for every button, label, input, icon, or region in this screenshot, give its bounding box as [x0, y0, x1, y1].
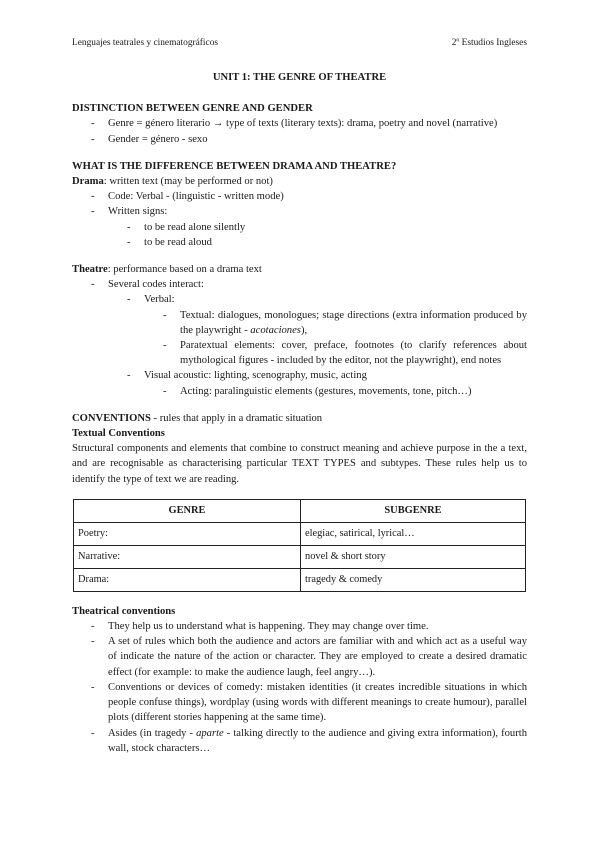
- conventions-heading: [72, 411, 527, 426]
- list-item: - Code: Verbal - (linguistic - written mode): [72, 189, 527, 204]
- list-item: - Conventions or devices of comedy: mistaken identities (it creates incredible situations in which people confuse things), wordplay (using words with different meanings to create humour), parallel plots (different stories happening at the same time).: [72, 680, 527, 726]
- list-item: - Genre = género literario → type of texts (literary texts): drama, poetry and novel (narrative): [72, 116, 527, 131]
- header-year: 2º Estudios Ingleses: [451, 38, 527, 48]
- drama-definition: [72, 174, 527, 189]
- textual-close: ),: [300, 324, 308, 336]
- drama-list: [72, 189, 527, 219]
- conventions-label: CONVENTIONS: [72, 412, 151, 424]
- textual-conventions-heading: Textual Conventions: [72, 428, 165, 440]
- table-header: GENRE: [74, 499, 301, 522]
- list-item: - They help us to understand what is happening. They may change over time.: [72, 619, 527, 634]
- asides-emphasis: aparte: [196, 727, 224, 739]
- codes-list: [72, 292, 527, 307]
- theatre-definition: [72, 262, 527, 277]
- header-course: Lenguajes teatrales y cinematográficos: [72, 38, 219, 48]
- theatrical-conventions-heading: Theatrical conventions: [72, 605, 176, 617]
- table-row: [74, 545, 526, 568]
- list-item: - Paratextual elements: cover, preface, footnotes (to clarify references about mythological figures - included by the editor, not the playwright), end notes: [72, 338, 527, 368]
- drama-label: Drama: [72, 176, 104, 188]
- list-item: - A set of rules which both the audience and actors are familiar with and which act as a useful way of indicate the nature of the action or character. They are employed to create a desired dramatic effect (for example: to make the audience laugh, feel angry…).: [72, 634, 527, 680]
- asides-text: Asides (in tragedy -: [108, 727, 197, 739]
- theatre-label: Theatre: [72, 264, 108, 276]
- textual-emphasis: acotaciones: [250, 324, 301, 336]
- table-cell: tragedy & comedy: [301, 568, 526, 591]
- list-item: [72, 726, 527, 756]
- theatre-list: [72, 277, 527, 292]
- genre-gender-list: [72, 116, 527, 146]
- table-header-row: [74, 499, 526, 522]
- table-cell: Drama:: [74, 568, 301, 591]
- list-item: - Written signs:: [72, 204, 527, 219]
- acting-list: [72, 384, 527, 399]
- list-item: - Several codes interact:: [72, 277, 527, 292]
- table-row: [74, 568, 526, 591]
- table-header: SUBGENRE: [301, 499, 526, 522]
- list-item: - Acting: paralinguistic elements (gestures, movements, tone, pitch…): [72, 384, 527, 399]
- table-cell: novel & short story: [301, 545, 526, 568]
- textual-conventions-paragraph: Structural components and elements that combine to construct meaning and achieve purpose in the a text, and are recognisable as characterising particular TEXT TYPES and subtypes. These rules help us to identify the type of text we are reading.: [72, 443, 527, 485]
- theatre-def-text: : performance based on a drama text: [107, 264, 262, 276]
- heading-genre-gender: DISTINCTION BETWEEN GENRE AND GENDER: [72, 103, 313, 115]
- list-item: - Visual acoustic: lighting, scenography, music, acting: [72, 368, 527, 383]
- list-item: - to be read alone silently: [72, 220, 527, 235]
- table-cell: Narrative:: [74, 545, 301, 568]
- theatrical-conventions-list: [72, 619, 527, 756]
- table-row: [74, 522, 526, 545]
- asides-rest: - talking directly to the audience and giving extra information), fourth wall, stock characters…: [108, 727, 527, 754]
- written-signs-list: [72, 220, 527, 250]
- textual-text: Textual: dialogues, monologues; stage directions (extra information produced by the playwright -: [180, 309, 527, 336]
- table-cell: Poetry:: [74, 522, 301, 545]
- list-item: - Gender = género - sexo: [72, 132, 527, 147]
- list-item: - to be read aloud: [72, 235, 527, 250]
- list-item: [72, 308, 527, 338]
- table-cell: elegiac, satirical, lyrical…: [301, 522, 526, 545]
- document-body: [72, 70, 527, 756]
- genre-table: [73, 499, 526, 592]
- conventions-def: - rules that apply in a dramatic situation: [150, 412, 323, 424]
- heading-drama-theatre: WHAT IS THE DIFFERENCE BETWEEN DRAMA AND THEATRE?: [72, 160, 397, 172]
- verbal-list: [72, 308, 527, 369]
- visual-list: [72, 368, 527, 383]
- list-item: - Verbal:: [72, 292, 527, 307]
- page-title: UNIT 1: THE GENRE OF THEATRE: [212, 72, 387, 83]
- drama-def-text: : written text (may be performed or not): [103, 176, 273, 188]
